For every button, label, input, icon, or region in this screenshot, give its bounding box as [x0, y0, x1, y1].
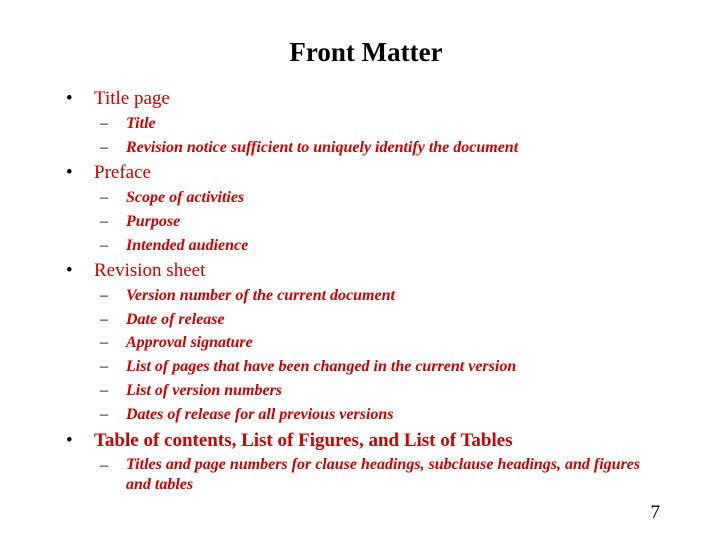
dash-marker: – [100, 213, 108, 230]
page-number: 7 [650, 502, 660, 523]
bullet-revision-sheet: Revision sheet [94, 260, 206, 281]
subitem-version-number: Version number of the current document [126, 287, 395, 304]
bullet-preface: Preface [94, 162, 151, 183]
subitem-title: Title [126, 115, 156, 132]
subitem-approval-signature: Approval signature [126, 334, 253, 351]
bullet-marker: • [66, 260, 73, 281]
subitem-previous-releases: Dates of release for all previous versions [126, 406, 394, 423]
bullet-title-page: Title page [94, 88, 170, 109]
bullet-marker: • [66, 430, 73, 451]
subitem-titles-and-page-numbers: Titles and page numbers for clause headings, subclause headings, and figures and tables [126, 456, 641, 493]
dash-marker: – [100, 382, 108, 399]
dash-marker: – [100, 311, 108, 328]
subitem-version-numbers: List of version numbers [126, 382, 283, 399]
subitem-scope: Scope of activities [126, 189, 245, 206]
dash-marker: – [100, 287, 108, 304]
dash-marker: – [100, 358, 108, 375]
subitem-changed-pages: List of pages that have been changed in the current version [126, 358, 517, 375]
bullet-table-of-contents: Table of contents, List of Figures, and List of Tables [94, 430, 513, 451]
dash-marker: – [100, 406, 108, 423]
bullet-marker: • [66, 162, 73, 183]
dash-marker: – [100, 334, 108, 351]
subitem-date-of-release: Date of release [126, 311, 225, 328]
subitem-audience: Intended audience [126, 237, 249, 254]
dash-marker: – [100, 237, 108, 254]
dash-marker: – [100, 115, 108, 132]
subitem-revision-notice: Revision notice sufficient to uniquely identify the document [126, 139, 519, 156]
subitem-purpose: Purpose [126, 213, 181, 230]
dash-marker: – [100, 457, 108, 474]
dash-marker: – [100, 189, 108, 206]
slide-title: Front Matter [289, 37, 443, 67]
bullet-marker: • [66, 88, 73, 109]
dash-marker: – [100, 139, 108, 156]
